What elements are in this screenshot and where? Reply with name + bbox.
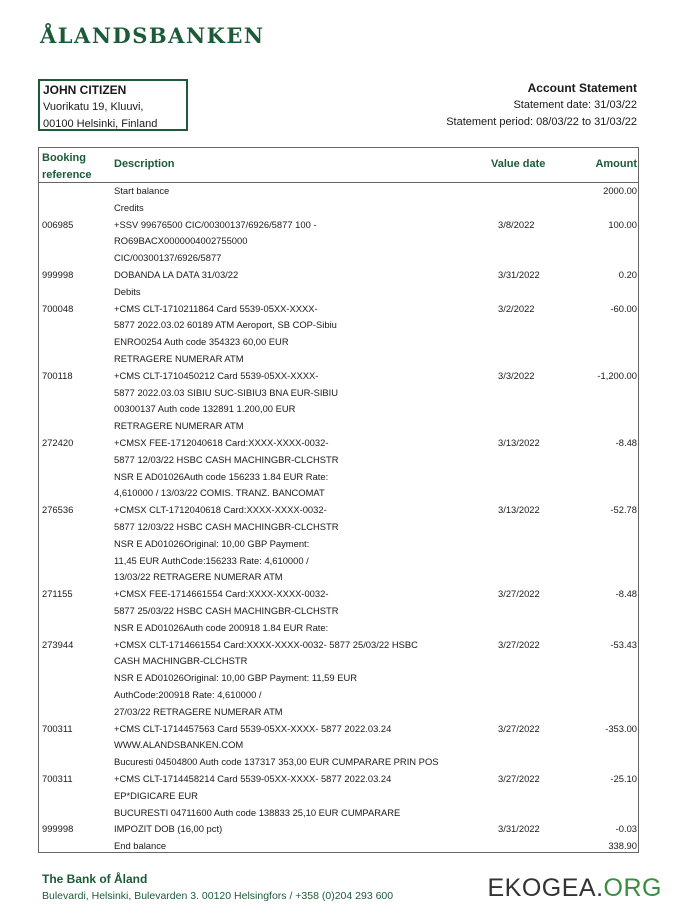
row-amount: 100.00 bbox=[608, 218, 637, 230]
row-description: 5877 2022.03.03 SIBIU SUC-SIBIU3 BNA EUR-SIBIU bbox=[114, 386, 339, 398]
row-value-date: 3/8/2022 bbox=[498, 218, 535, 230]
header-booking-reference bbox=[42, 150, 92, 184]
row-ref: 273944 bbox=[42, 638, 74, 650]
row-ref: 999998 bbox=[42, 269, 74, 280]
row-description: RETRAGERE NUMERAR ATM bbox=[114, 353, 244, 364]
row-amount: -53.43 bbox=[610, 638, 637, 650]
row-description: RETRAGERE NUMERAR ATM bbox=[114, 420, 244, 432]
footer-address: Bulevardi, Helsinki, Bulevarden 3. 00120 Helsingfors / +358 (0)204 293 600 bbox=[42, 890, 394, 902]
row-description: EP*DIGICARE EUR bbox=[114, 789, 198, 801]
row-description: BUCURESTI 04711600 Auth code 138833 25,10 EUR CUMPARARE bbox=[114, 806, 401, 818]
row-description: +CMSX CLT-1712040618 Card:XXXX-XXXX-0032- bbox=[114, 504, 327, 516]
row-value-date: 3/27/2022 bbox=[498, 638, 540, 650]
customer-address-box bbox=[38, 79, 188, 131]
row-ref: 700311 bbox=[42, 773, 73, 784]
row-value-date: 3/3/2022 bbox=[498, 369, 535, 381]
row-description: 5877 25/03/22 HSBC CASH MACHINGBR-CLCHSTR bbox=[114, 605, 339, 616]
row-value-date: 3/27/2022 bbox=[498, 722, 540, 734]
row-description: 27/03/22 RETRAGERE NUMERAR ATM bbox=[114, 705, 283, 717]
row-amount: -8.48 bbox=[615, 437, 637, 448]
row-description: AuthCode:200918 Rate: 4,610000 / bbox=[114, 689, 262, 700]
statement-date: Statement date: 31/03/22 bbox=[513, 99, 637, 111]
row-amount: 338.90 bbox=[608, 840, 637, 852]
row-description: NSR E AD01026Auth code 200918 1.84 EUR Rate: bbox=[114, 621, 329, 633]
header-description: Description bbox=[114, 158, 175, 170]
row-ref: 999998 bbox=[42, 823, 74, 835]
row-description: NSR E AD01026Original: 10,00 GBP Payment: 11,59 EUR bbox=[114, 672, 358, 684]
row-value-date: 3/31/2022 bbox=[498, 269, 540, 280]
footer-bank-name: The Bank of Åland bbox=[42, 872, 148, 886]
row-ref: 276536 bbox=[42, 504, 74, 516]
row-value-date: 3/2/2022 bbox=[498, 302, 535, 314]
row-description: +CMSX FEE-1714661554 Card:XXXX-XXXX-0032- bbox=[114, 588, 329, 600]
watermark-part2: ORG bbox=[603, 874, 662, 902]
row-description: NSR E AD01026Original: 10,00 GBP Payment: bbox=[114, 537, 310, 549]
header-ref-line2: reference bbox=[42, 169, 92, 181]
row-ref: 700118 bbox=[42, 369, 73, 381]
bank-logo: ÅLANDSBANKEN bbox=[40, 23, 265, 48]
header-ref-line1: Booking bbox=[42, 152, 86, 164]
row-description: 5877 12/03/22 HSBC CASH MACHINGBR-CLCHSTR bbox=[114, 453, 339, 465]
customer-name: JOHN CITIZEN bbox=[43, 83, 127, 97]
watermark-part1: EKOGEA. bbox=[487, 874, 604, 902]
row-value-date: 3/27/2022 bbox=[498, 773, 540, 784]
row-value-date: 3/31/2022 bbox=[498, 823, 540, 835]
row-amount: -8.48 bbox=[615, 588, 637, 600]
row-description: +CMS CLT-1714458214 Card 5539-05XX-XXXX- 5877 2022.03.24 bbox=[114, 773, 392, 784]
row-description: Start balance bbox=[114, 185, 170, 196]
row-amount: -52.78 bbox=[610, 504, 637, 516]
row-description: 13/03/22 RETRAGERE NUMERAR ATM bbox=[114, 571, 283, 583]
header-amount: Amount bbox=[595, 158, 637, 170]
customer-street: Vuorikatu 19, Kluuvi, bbox=[43, 101, 144, 113]
row-description: 00300137 Auth code 132891 1.200,00 EUR bbox=[114, 403, 296, 415]
row-value-date: 3/27/2022 bbox=[498, 588, 540, 600]
row-description: +CMS CLT-1714457563 Card 5539-05XX-XXXX- 5877 2022.03.24 bbox=[114, 722, 392, 734]
row-description: DOBANDA LA DATA 31/03/22 bbox=[114, 269, 239, 280]
row-amount: 0.20 bbox=[618, 269, 637, 280]
row-description: IMPOZIT DOB (16,00 pct) bbox=[114, 823, 223, 835]
row-description: RO69BACX0000004002755000 bbox=[114, 235, 248, 247]
row-description: +CMS CLT-1710450212 Card 5539-05XX-XXXX- bbox=[114, 369, 319, 381]
row-amount: -1,200.00 bbox=[597, 369, 637, 381]
row-ref: 700311 bbox=[42, 722, 73, 734]
row-description: Debits bbox=[114, 285, 141, 297]
row-description: 5877 2022.03.02 60189 ATM Aeroport, SB COP-Sibiu bbox=[114, 319, 337, 331]
watermark bbox=[488, 874, 663, 903]
row-description: ENRO0254 Auth code 354323 60,00 EUR bbox=[114, 336, 289, 348]
row-description: Bucuresti 04504800 Auth code 137317 353,00 EUR CUMPARARE PRIN POS bbox=[114, 756, 439, 768]
row-value-date: 3/13/2022 bbox=[498, 437, 540, 448]
row-amount: -25.10 bbox=[610, 773, 637, 784]
row-amount: -0.03 bbox=[615, 823, 637, 835]
row-ref: 700048 bbox=[42, 302, 74, 314]
row-description: 4,610000 / 13/03/22 COMIS. TRANZ. BANCOMAT bbox=[114, 487, 325, 499]
statement-info bbox=[446, 80, 637, 131]
statement-title: Account Statement bbox=[527, 81, 637, 95]
row-ref: 271155 bbox=[42, 588, 73, 600]
row-amount: 2000.00 bbox=[603, 185, 637, 196]
row-description: +SSV 99676500 CIC/00300137/6926/5877 100 - bbox=[114, 218, 317, 230]
row-description: CIC/00300137/6926/5877 bbox=[114, 252, 222, 264]
statement-period: Statement period: 08/03/22 to 31/03/22 bbox=[446, 116, 637, 128]
row-description: 11,45 EUR AuthCode:156233 Rate: 4,610000 / bbox=[114, 554, 309, 566]
row-amount: -60.00 bbox=[610, 302, 637, 314]
row-description: End balance bbox=[114, 840, 167, 852]
row-description: NSR E AD01026Auth code 156233 1.84 EUR Rate: bbox=[114, 470, 329, 482]
row-ref: 006985 bbox=[42, 218, 74, 230]
row-description: 5877 12/03/22 HSBC CASH MACHINGBR-CLCHSTR bbox=[114, 521, 339, 532]
header-value-date: Value date bbox=[491, 158, 546, 170]
row-ref: 272420 bbox=[42, 437, 74, 448]
row-description: WWW.ALANDSBANKEN.COM bbox=[114, 739, 244, 751]
row-description: +CMSX FEE-1712040618 Card:XXXX-XXXX-0032- bbox=[114, 437, 329, 448]
row-description: +CMS CLT-1710211864 Card 5539-05XX-XXXX- bbox=[114, 302, 318, 314]
customer-city: 00100 Helsinki, Finland bbox=[43, 118, 158, 130]
row-description: Credits bbox=[114, 201, 144, 213]
row-description: CASH MACHINGBR-CLCHSTR bbox=[114, 655, 248, 667]
row-amount: -353.00 bbox=[605, 722, 637, 734]
row-description: +CMSX CLT-1714661554 Card:XXXX-XXXX-0032- 5877 25/03/22 HSBC bbox=[114, 638, 418, 650]
row-value-date: 3/13/2022 bbox=[498, 504, 540, 516]
